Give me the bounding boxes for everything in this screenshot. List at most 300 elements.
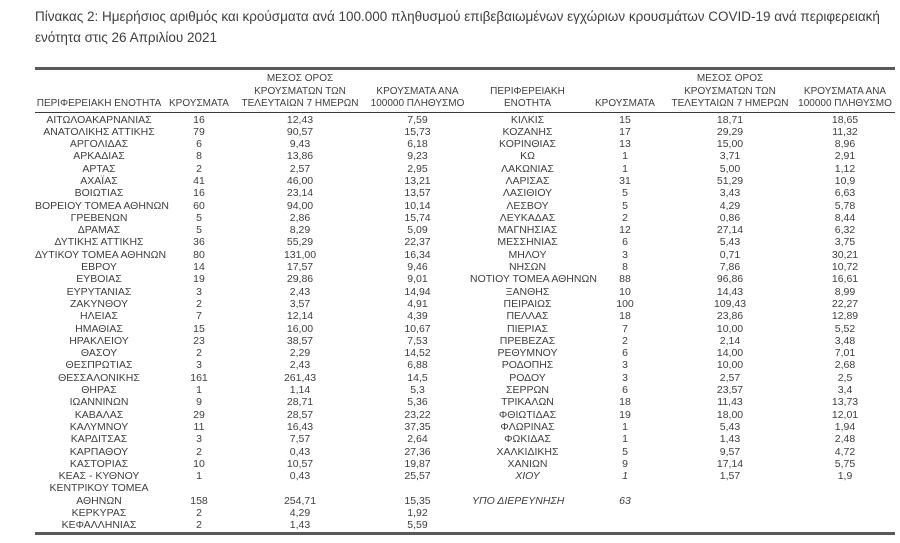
right-region-cell — [470, 507, 585, 519]
right-region-cell: ΦΘΙΩΤΙΔΑΣ — [498, 408, 557, 421]
left-avg7-cell: 0,43 — [289, 445, 311, 458]
left-per100k-cell: 5,36 — [407, 396, 428, 409]
left-cases-cell: 3 — [196, 285, 202, 298]
left-cases-cell: 14 — [193, 261, 205, 274]
right-region-cell: ΥΠΟ ΔΙΕΡΕΥΝΗΣΗ — [472, 494, 565, 507]
left-per100k-cell: 10,14 — [404, 199, 431, 212]
left-avg7-cell: 2,29 — [289, 347, 311, 360]
right-avg7-cell — [665, 507, 795, 519]
right-avg7-cell: 14,00 — [716, 347, 744, 360]
right-cases-cell: 18 — [619, 396, 631, 409]
right-avg7-cell: 10,00 — [716, 322, 744, 335]
right-region-cell: ΝΗΣΩΝ — [508, 261, 547, 274]
left-per100k-cell: 6,18 — [407, 138, 428, 151]
left-cases-cell: 80 — [193, 248, 205, 261]
table-row — [35, 458, 895, 470]
left-avg7-cell: 3,57 — [289, 297, 311, 310]
left-region-cell: ΚΑΛΥΜΝΟΥ — [69, 420, 129, 433]
left-region-cell: ΕΥΡΥΤΑΝΙΑΣ — [66, 285, 132, 298]
right-region-cell: ΦΩΚΙΔΑΣ — [504, 433, 551, 446]
right-per100k-cell: 18,65 — [831, 113, 859, 126]
left-cases-cell: 36 — [193, 236, 205, 249]
region-name-wrapped: ΚΕΝΤΡΙΚΟΥ ΤΟΜΕΑ ΑΘΗΝΩΝ — [49, 482, 149, 507]
right-region-cell: ΞΑΝΘΗΣ — [505, 285, 550, 298]
left-avg7-cell: 254,71 — [283, 494, 317, 507]
left-region-cell: ΒΟΙΩΤΙΑΣ — [74, 187, 124, 200]
right-per100k-cell: 8,44 — [834, 211, 856, 224]
col-header-avg7-left: ΜΕΣΟΣ ΟΡΟΣ ΚΡΟΥΣΜΑΤΩΝ ΤΩΝ ΤΕΛΕΥΤΑΙΩΝ 7 ΗΜΕΡΩΝ — [235, 69, 365, 113]
right-avg7-cell: 1,57 — [719, 470, 741, 483]
right-avg7-cell: 11,43 — [717, 396, 743, 409]
right-avg7-cell: 27,14 — [716, 224, 744, 237]
left-region-cell: ΑΧΑΪΑΣ — [80, 174, 118, 187]
left-cases-cell: 3 — [196, 433, 202, 446]
right-avg7-cell: 18,00 — [716, 408, 744, 421]
left-avg7-cell: 46,00 — [286, 174, 314, 187]
left-avg7-cell: 17,57 — [286, 261, 314, 274]
right-region-cell: ΠΕΙΡΑΙΩΣ — [503, 297, 552, 310]
left-avg7-cell: 9,43 — [289, 138, 311, 151]
right-cases-cell: 88 — [619, 273, 631, 286]
left-avg7-cell: 94,00 — [286, 199, 314, 212]
right-per100k-cell — [795, 507, 895, 519]
right-avg7-cell — [665, 482, 795, 507]
right-region-cell: ΡΟΔΟΥ — [509, 371, 546, 384]
left-region-cell: ΑΡΚΑΔΙΑΣ — [73, 150, 125, 163]
right-region-cell: ΣΕΡΡΩΝ — [506, 384, 549, 397]
right-avg7-cell: 5,00 — [719, 162, 741, 175]
right-region-cell: ΝΟΤΙΟΥ ΤΟΜΕΑ ΑΘΗΝΩΝ — [470, 273, 597, 286]
right-avg7-cell: 9,57 — [719, 445, 741, 458]
left-cases-cell: 3 — [196, 359, 202, 372]
right-cases-cell: 5 — [622, 199, 628, 212]
right-avg7-cell: 4,29 — [719, 199, 741, 212]
left-per100k-cell: 9,01 — [407, 273, 428, 286]
left-cases-cell: 7 — [196, 310, 202, 323]
left-cases-cell: 29 — [193, 408, 205, 421]
right-avg7-cell: 10,00 — [716, 359, 744, 372]
right-per100k-cell: 10,9 — [834, 174, 856, 187]
right-cases-cell: 18 — [619, 310, 631, 323]
left-per100k-cell: 2,95 — [407, 162, 428, 175]
left-cases-cell: 16 — [193, 187, 205, 200]
right-avg7-cell: 0,86 — [719, 211, 741, 224]
table-row — [35, 409, 895, 421]
left-avg7-cell: 38,57 — [286, 334, 314, 347]
left-avg7-cell: 12,43 — [286, 113, 314, 126]
right-cases-cell: 3 — [622, 359, 628, 372]
right-per100k-cell — [795, 482, 895, 507]
left-avg7-cell: 28,71 — [286, 396, 314, 409]
right-region-cell: ΦΛΩΡΙΝΑΣ — [500, 420, 555, 433]
right-avg7-cell: 1,43 — [719, 433, 741, 446]
right-avg7-cell: 3,43 — [719, 187, 741, 200]
right-per100k-cell: 30,21 — [831, 248, 859, 261]
left-per100k-cell: 27,36 — [404, 445, 431, 458]
left-cases-cell: 19 — [193, 273, 205, 286]
left-region-cell: ΖΑΚΥΝΘΟΥ — [69, 297, 128, 310]
right-per100k-cell: 4,72 — [834, 445, 856, 458]
right-region-cell: ΛΕΥΚΑΔΑΣ — [499, 211, 556, 224]
left-avg7-cell: 2,43 — [289, 359, 311, 372]
right-region-cell: ΜΗΛΟΥ — [508, 248, 547, 261]
left-per100k-cell: 9,23 — [407, 150, 428, 163]
left-avg7-cell: 261,43 — [283, 371, 317, 384]
left-cases-cell: 2 — [196, 162, 202, 175]
table-row — [35, 372, 895, 384]
left-cases-cell: 9 — [196, 396, 202, 409]
right-avg7-cell: 17,14 — [716, 457, 744, 470]
left-region-cell: ΚΑΣΤΟΡΙΑΣ — [69, 457, 129, 470]
left-cases-cell: 2 — [196, 347, 202, 360]
covid-table-body — [35, 112, 895, 533]
table-row — [35, 112, 895, 126]
right-cases-cell — [585, 507, 665, 519]
left-region-cell: ΘΕΣΣΑΛΟΝΙΚΗΣ — [58, 371, 140, 384]
left-per100k-cell: 22,37 — [404, 236, 431, 249]
left-region-cell: ΚΑΒΑΛΑΣ — [74, 408, 124, 421]
right-region-cell: ΧΑΝΙΩΝ — [507, 457, 548, 470]
right-per100k-cell: 1,12 — [834, 162, 856, 175]
left-per100k-cell: 14,52 — [404, 347, 431, 360]
right-cases-cell: 1 — [622, 150, 628, 163]
table-row — [35, 249, 895, 261]
right-avg7-cell: 2,14 — [719, 334, 741, 347]
right-cases-cell: 2 — [622, 334, 628, 347]
right-avg7-cell: 23,57 — [716, 384, 744, 397]
left-cases-cell: 41 — [193, 174, 205, 187]
right-cases-cell: 6 — [622, 384, 628, 397]
left-cases-cell: 23 — [193, 334, 205, 347]
table-row — [35, 224, 895, 236]
table-row — [35, 212, 895, 224]
left-per100k-cell: 7,53 — [407, 334, 428, 347]
left-region-cell: ΓΡΕΒΕΝΩΝ — [70, 211, 128, 224]
right-per100k-cell: 5,52 — [834, 322, 856, 335]
left-region-cell: ΕΥΒΟΙΑΣ — [76, 273, 122, 286]
col-header-cases-left: ΚΡΟΥΣΜΑΤΑ — [163, 69, 235, 113]
left-region-cell: ΘΗΡΑΣ — [81, 384, 117, 397]
table-row — [35, 347, 895, 359]
right-region-cell: ΧΙΟΥ — [515, 470, 540, 483]
left-region-cell: ΙΩΑΝΝΙΝΩΝ — [69, 396, 129, 409]
left-per100k-cell: 14,94 — [404, 285, 431, 298]
table-row — [35, 433, 895, 445]
right-region-cell: ΛΑΣΙΘΙΟΥ — [502, 187, 553, 200]
left-avg7-cell: 28,57 — [286, 408, 314, 421]
left-cases-cell: 1 — [196, 384, 202, 397]
right-avg7-cell: 3,71 — [719, 150, 741, 163]
right-cases-cell: 3 — [622, 248, 628, 261]
table-row — [35, 507, 895, 519]
left-per100k-cell: 2,64 — [407, 433, 428, 446]
right-avg7-cell: 5,43 — [719, 236, 741, 249]
table-row — [35, 298, 895, 310]
left-avg7-cell: 16,43 — [286, 420, 314, 433]
right-cases-cell: 6 — [622, 347, 628, 360]
table-row — [35, 150, 895, 162]
left-cases-cell: 8 — [196, 150, 202, 163]
left-per100k-cell: 19,87 — [404, 457, 431, 470]
table-caption: Πίνακας 2: Ημερήσιος αριθμός και κρούσματα ανά 100.000 πληθυσμού επιβεβαιωμένων εγχώριων κρουσμάτων COVID-19 ανά περιφερειακή ενότητα στις 26 Απριλίου 2021 — [35, 9, 880, 45]
left-per100k-cell: 13,21 — [404, 174, 431, 187]
left-cases-cell: 2 — [196, 297, 202, 310]
right-per100k-cell: 11,32 — [832, 125, 858, 138]
left-per100k-cell: 5,3 — [410, 384, 425, 397]
left-region-cell: ΚΑΡΠΑΘΟΥ — [69, 445, 129, 458]
table-row — [35, 187, 895, 199]
right-avg7-cell: 29,29 — [716, 125, 744, 138]
table-row — [35, 482, 895, 507]
left-cases-cell: 158 — [190, 494, 208, 507]
right-cases-cell: 63 — [619, 494, 631, 507]
right-per100k-cell: 8,99 — [834, 285, 856, 298]
right-region-cell: ΚΙΛΚΙΣ — [510, 113, 545, 126]
table-row — [35, 519, 895, 533]
right-per100k-cell: 2,91 — [834, 150, 856, 163]
table-row — [35, 175, 895, 187]
table-row — [35, 446, 895, 458]
left-avg7-cell: 16,00 — [286, 322, 314, 335]
left-region-cell: ΑΡΓΟΛΙΔΑΣ — [69, 138, 129, 151]
right-cases-cell: 13 — [619, 138, 631, 151]
left-region-cell: ΚΕΡΚΥΡΑΣ — [71, 507, 127, 519]
right-region-cell: ΛΑΚΩΝΙΑΣ — [501, 162, 554, 175]
left-avg7-cell: 13,86 — [286, 150, 314, 163]
left-avg7-cell: 90,57 — [286, 125, 314, 138]
right-avg7-cell: 23,86 — [716, 310, 744, 323]
col-header-region-left: ΠΕΡΙΦΕΡΕΙΑΚΗ ΕΝΟΤΗΤΑ — [35, 69, 163, 113]
right-per100k-cell: 13,73 — [831, 396, 859, 409]
left-cases-cell: 60 — [193, 199, 205, 212]
right-per100k-cell: 10,72 — [831, 261, 859, 274]
table-row — [35, 470, 895, 482]
left-region-cell: ΘΕΣΠΡΩΤΙΑΣ — [65, 359, 133, 372]
right-per100k-cell: 22,27 — [831, 297, 859, 310]
right-cases-cell: 31 — [619, 174, 631, 187]
left-cases-cell: 6 — [196, 138, 202, 151]
left-region-cell: ΚΕΑΣ - ΚΥΘΝΟΥ — [58, 470, 140, 483]
left-per100k-cell: 5,09 — [407, 224, 428, 237]
right-per100k-cell: 2,48 — [834, 433, 856, 446]
covid-cases-table — [35, 67, 895, 535]
right-cases-cell: 1 — [622, 433, 628, 446]
right-per100k-cell: 8,96 — [834, 138, 856, 151]
right-avg7-cell: 5,43 — [719, 420, 741, 433]
left-avg7-cell: 23,14 — [286, 187, 314, 200]
right-region-cell: ΡΟΔΟΠΗΣ — [501, 359, 554, 372]
table-row — [35, 396, 895, 408]
col-header-per100k-left: ΚΡΟΥΣΜΑΤΑ ΑΝΑ 100000 ΠΛΗΘΥΣΜΟ — [365, 69, 470, 113]
right-cases-cell: 12 — [619, 224, 631, 237]
table-row — [35, 126, 895, 138]
right-cases-cell: 1 — [622, 470, 628, 483]
right-region-cell: ΚΟΖΑΝΗΣ — [502, 125, 553, 138]
right-per100k-cell: 1,94 — [834, 420, 856, 433]
left-per100k-cell: 13,57 — [404, 187, 431, 200]
right-region-cell: ΜΑΓΝΗΣΙΑΣ — [497, 224, 558, 237]
right-avg7-cell: 2,57 — [719, 371, 741, 384]
left-per100k-cell: 6,88 — [407, 359, 428, 372]
left-per100k-cell: 15,35 — [404, 494, 431, 507]
left-per100k-cell: 7,59 — [407, 113, 428, 126]
left-per100k-cell: 1,92 — [407, 507, 428, 519]
table-row — [35, 261, 895, 273]
header-row — [35, 69, 895, 113]
left-per100k-cell: 14,5 — [407, 371, 428, 384]
right-region-cell — [470, 519, 585, 533]
right-cases-cell: 1 — [622, 162, 628, 175]
right-cases-cell: 6 — [622, 236, 628, 249]
right-per100k-cell — [795, 519, 895, 533]
left-region-cell: ΒΟΡΕΙΟΥ ΤΟΜΕΑ ΑΘΗΝΩΝ — [35, 199, 169, 212]
table-row — [35, 323, 895, 335]
col-header-cases-right: ΚΡΟΥΣΜΑΤΑ — [585, 69, 665, 113]
right-cases-cell: 3 — [622, 371, 628, 384]
left-region-cell: ΔΥΤΙΚΟΥ ΤΟΜΕΑ ΑΘΗΝΩΝ — [35, 248, 167, 261]
right-cases-cell: 10 — [619, 285, 631, 298]
col-header-per100k-right: ΚΡΟΥΣΜΑΤΑ ΑΝΑ 100000 ΠΛΗΘΥΣΜΟ — [795, 69, 895, 113]
right-cases-cell: 1 — [622, 420, 628, 433]
left-cases-cell: 2 — [196, 507, 202, 519]
right-avg7-cell: 15,00 — [716, 138, 744, 151]
left-avg7-cell: 2,57 — [289, 162, 311, 175]
left-per100k-cell: 10,67 — [404, 322, 431, 335]
left-avg7-cell: 2,43 — [289, 285, 311, 298]
right-per100k-cell: 2,68 — [834, 359, 856, 372]
right-region-cell: ΚΩ — [520, 150, 535, 163]
left-per100k-cell: 37,35 — [404, 420, 431, 433]
right-region-cell: ΠΡΕΒΕΖΑΣ — [499, 334, 556, 347]
right-region-cell: ΜΕΣΣΗΝΙΑΣ — [497, 236, 558, 249]
right-region-cell: ΧΑΛΚΙΔΙΚΗΣ — [496, 445, 559, 458]
right-cases-cell: 2 — [622, 211, 628, 224]
left-region-cell: ΚΕΦΑΛΛΗΝΙΑΣ — [61, 519, 137, 532]
left-cases-cell: 1 — [196, 470, 202, 483]
table-row — [35, 421, 895, 433]
left-cases-cell: 11 — [193, 420, 205, 433]
right-per100k-cell: 5,75 — [834, 457, 856, 470]
left-avg7-cell: 2,86 — [289, 211, 311, 224]
left-cases-cell: 5 — [196, 211, 202, 224]
right-cases-cell: 8 — [622, 261, 628, 274]
right-cases-cell: 19 — [619, 408, 631, 421]
right-region-cell: ΠΕΛΛΑΣ — [506, 310, 549, 323]
left-cases-cell: 5 — [196, 224, 202, 237]
right-avg7-cell: 0,71 — [719, 248, 741, 261]
left-region-cell: ΘΑΣΟΥ — [80, 347, 118, 360]
left-avg7-cell: 4,29 — [289, 507, 311, 519]
left-per100k-cell: 4,39 — [407, 310, 428, 323]
left-per100k-cell: 16,34 — [404, 248, 431, 261]
left-region-cell: ΗΡΑΚΛΕΙΟΥ — [69, 334, 129, 347]
left-region-cell: ΑΝΑΤΟΛΙΚΗΣ ΑΤΤΙΚΗΣ — [43, 125, 155, 138]
left-per100k-cell: 4,91 — [407, 297, 428, 310]
right-avg7-cell: 14,43 — [716, 285, 744, 298]
left-region-cell: ΕΒΡΟΥ — [81, 261, 117, 274]
left-region-cell: ΑΙΤΩΛΟΑΚΑΡΝΑΝΙΑΣ — [46, 113, 152, 126]
left-avg7-cell: 10,57 — [286, 457, 314, 470]
left-per100k-cell: 15,73 — [404, 125, 431, 138]
right-avg7-cell: 7,86 — [719, 261, 741, 274]
right-per100k-cell: 12,01 — [831, 408, 859, 421]
table-row — [35, 310, 895, 322]
table-row — [35, 384, 895, 396]
table-row — [35, 273, 895, 285]
right-per100k-cell: 12,89 — [831, 310, 859, 323]
left-avg7-cell: 131,00 — [283, 248, 317, 261]
left-region-cell: ΗΜΑΘΙΑΣ — [75, 322, 123, 335]
left-cases-cell: 16 — [193, 113, 205, 126]
left-avg7-cell: 29,86 — [286, 273, 314, 286]
left-avg7-cell: 55,29 — [286, 236, 314, 249]
left-avg7-cell: 8,29 — [289, 224, 311, 237]
left-cases-cell: 2 — [196, 519, 202, 532]
table-row — [35, 359, 895, 371]
left-per100k-cell: 9,46 — [407, 261, 428, 274]
col-header-avg7-right: ΜΕΣΟΣ ΟΡΟΣ ΚΡΟΥΣΜΑΤΩΝ ΤΩΝ ΤΕΛΕΥΤΑΙΩΝ 7 ΗΜΕΡΩΝ — [665, 69, 795, 113]
right-per100k-cell: 3,75 — [834, 236, 856, 249]
left-region-cell: ΔΥΤΙΚΗΣ ΑΤΤΙΚΗΣ — [54, 236, 144, 249]
left-per100k-cell: 25,57 — [404, 470, 431, 483]
left-per100k-cell: 15,74 — [404, 211, 431, 224]
right-region-cell: ΛΕΣΒΟΥ — [506, 199, 549, 212]
left-cases-cell: 161 — [190, 371, 208, 384]
right-cases-cell: 100 — [616, 297, 634, 310]
right-region-cell: ΤΡΙΚΑΛΩΝ — [501, 396, 554, 409]
right-avg7-cell: 96,86 — [716, 273, 744, 286]
right-per100k-cell: 5,78 — [834, 199, 856, 212]
left-region-cell: ΑΡΤΑΣ — [82, 162, 116, 175]
right-region-cell: ΠΙΕΡΙΑΣ — [507, 322, 548, 335]
left-avg7-cell: 0,43 — [289, 470, 311, 483]
right-avg7-cell — [665, 519, 795, 533]
table-row — [35, 138, 895, 150]
left-avg7-cell: 1,14 — [289, 384, 311, 397]
table-row — [35, 335, 895, 347]
right-region-cell: ΚΟΡΙΝΘΙΑΣ — [499, 138, 556, 151]
left-per100k-cell: 5,59 — [407, 519, 428, 532]
col-header-region-right: ΠΕΡΙΦΕΡΕΙΑΚΗ ΕΝΟΤΗΤΑ — [470, 69, 585, 113]
right-cases-cell: 5 — [622, 445, 628, 458]
left-cases-cell: 2 — [196, 445, 202, 458]
table-row — [35, 200, 895, 212]
right-cases-cell: 7 — [622, 322, 628, 335]
right-cases-cell — [585, 519, 665, 533]
right-per100k-cell: 3,48 — [834, 334, 856, 347]
right-per100k-cell: 6,63 — [834, 187, 856, 200]
right-avg7-cell: 18,71 — [716, 113, 744, 126]
right-region-cell: ΡΕΘΥΜΝΟΥ — [497, 347, 558, 360]
right-cases-cell: 17 — [619, 125, 631, 138]
left-avg7-cell: 7,57 — [289, 433, 311, 446]
left-region-cell: ΔΡΑΜΑΣ — [77, 224, 121, 237]
right-cases-cell: 15 — [619, 113, 631, 126]
left-cases-cell: 79 — [193, 125, 205, 138]
right-per100k-cell: 1,9 — [837, 470, 853, 483]
right-per100k-cell: 7,01 — [834, 347, 856, 360]
right-cases-cell: 5 — [622, 187, 628, 200]
right-region-cell: ΛΑΡΙΣΑΣ — [505, 174, 550, 187]
left-avg7-cell: 1,43 — [289, 519, 311, 532]
left-per100k-cell: 23,22 — [404, 408, 431, 421]
left-cases-cell: 10 — [193, 457, 205, 470]
table-row — [35, 236, 895, 248]
left-region-cell — [35, 482, 163, 507]
right-per100k-cell: 2,5 — [837, 371, 853, 384]
left-cases-cell: 15 — [193, 322, 205, 335]
left-region-cell: ΗΛΕΙΑΣ — [79, 310, 118, 323]
